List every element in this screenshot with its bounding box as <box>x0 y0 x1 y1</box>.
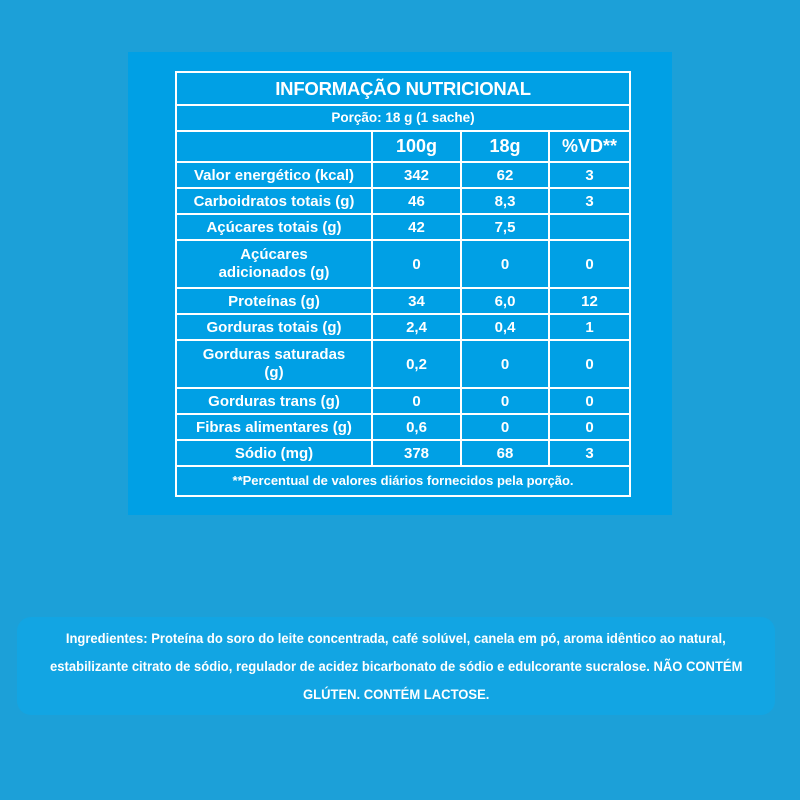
value-18g: 6,0 <box>461 288 549 314</box>
value-18g: 0 <box>461 388 549 414</box>
value-100g: 342 <box>372 162 461 188</box>
table-row <box>176 414 630 440</box>
row-label: Gorduras trans (g) <box>176 388 372 414</box>
value-vd: 0 <box>549 388 630 414</box>
column-header-100g: 100g <box>372 131 461 163</box>
value-18g: 62 <box>461 162 549 188</box>
ingredients-line-2: estabilizante citrato de sódio, regulador de acidez bicarbonato de sódio e edulcorante sucralose. NÃO CONTÉM <box>49 658 743 674</box>
column-header-blank <box>176 131 372 163</box>
table-row <box>176 188 630 214</box>
value-18g: 7,5 <box>461 214 549 240</box>
table-title: INFORMAÇÃO NUTRICIONAL <box>176 72 630 105</box>
value-vd: 0 <box>549 240 630 288</box>
value-100g: 2,4 <box>372 314 461 340</box>
table-row <box>176 314 630 340</box>
ingredients-line-1: Ingredientes: Proteína do soro do leite concentrada, café solúvel, canela em pó, aroma idêntico ao natural, <box>66 630 726 646</box>
row-label: Açúcares totais (g) <box>176 214 372 240</box>
value-18g: 8,3 <box>461 188 549 214</box>
value-100g: 0 <box>372 388 461 414</box>
table-footnote: **Percentual de valores diários fornecidos pela porção. <box>176 466 630 496</box>
value-vd: 3 <box>549 188 630 214</box>
table-row <box>176 214 630 240</box>
value-18g: 68 <box>461 440 549 466</box>
row-label-line1: Açúcares <box>240 245 308 263</box>
row-label: Proteínas (g) <box>176 288 372 314</box>
column-header-18g: 18g <box>461 131 549 163</box>
table-row <box>176 162 630 188</box>
value-18g: 0 <box>461 340 549 388</box>
portion-label: Porção: 18 g (1 sache) <box>176 105 630 131</box>
row-label <box>176 240 372 288</box>
value-vd <box>549 214 630 240</box>
value-100g: 34 <box>372 288 461 314</box>
row-label: Gorduras totais (g) <box>176 314 372 340</box>
table-row <box>176 440 630 466</box>
value-vd: 3 <box>549 440 630 466</box>
table-row <box>176 340 630 388</box>
value-100g: 0,6 <box>372 414 461 440</box>
table-row <box>176 388 630 414</box>
row-label: Fibras alimentares (g) <box>176 414 372 440</box>
table-row <box>176 240 630 288</box>
row-label: Sódio (mg) <box>176 440 372 466</box>
value-100g: 0 <box>372 240 461 288</box>
ingredients-panel <box>17 617 775 715</box>
table-row <box>176 288 630 314</box>
row-label: Valor energético (kcal) <box>176 162 372 188</box>
column-header-vd: %VD** <box>549 131 630 163</box>
row-label-line2: (g) <box>264 364 284 382</box>
value-vd: 0 <box>549 414 630 440</box>
value-100g: 378 <box>372 440 461 466</box>
ingredients-line-3: GLÚTEN. CONTÉM LACTOSE. <box>302 686 490 702</box>
value-18g: 0 <box>461 414 549 440</box>
value-100g: 0,2 <box>372 340 461 388</box>
row-label <box>176 340 372 388</box>
value-vd: 0 <box>549 340 630 388</box>
nutrition-table <box>175 71 631 497</box>
value-100g: 42 <box>372 214 461 240</box>
value-100g: 46 <box>372 188 461 214</box>
value-vd: 12 <box>549 288 630 314</box>
value-18g: 0,4 <box>461 314 549 340</box>
value-18g: 0 <box>461 240 549 288</box>
value-vd: 1 <box>549 314 630 340</box>
row-label-line1: Gorduras saturadas <box>202 345 346 363</box>
row-label-line2: adicionados (g) <box>218 264 330 282</box>
value-vd: 3 <box>549 162 630 188</box>
row-label: Carboidratos totais (g) <box>176 188 372 214</box>
